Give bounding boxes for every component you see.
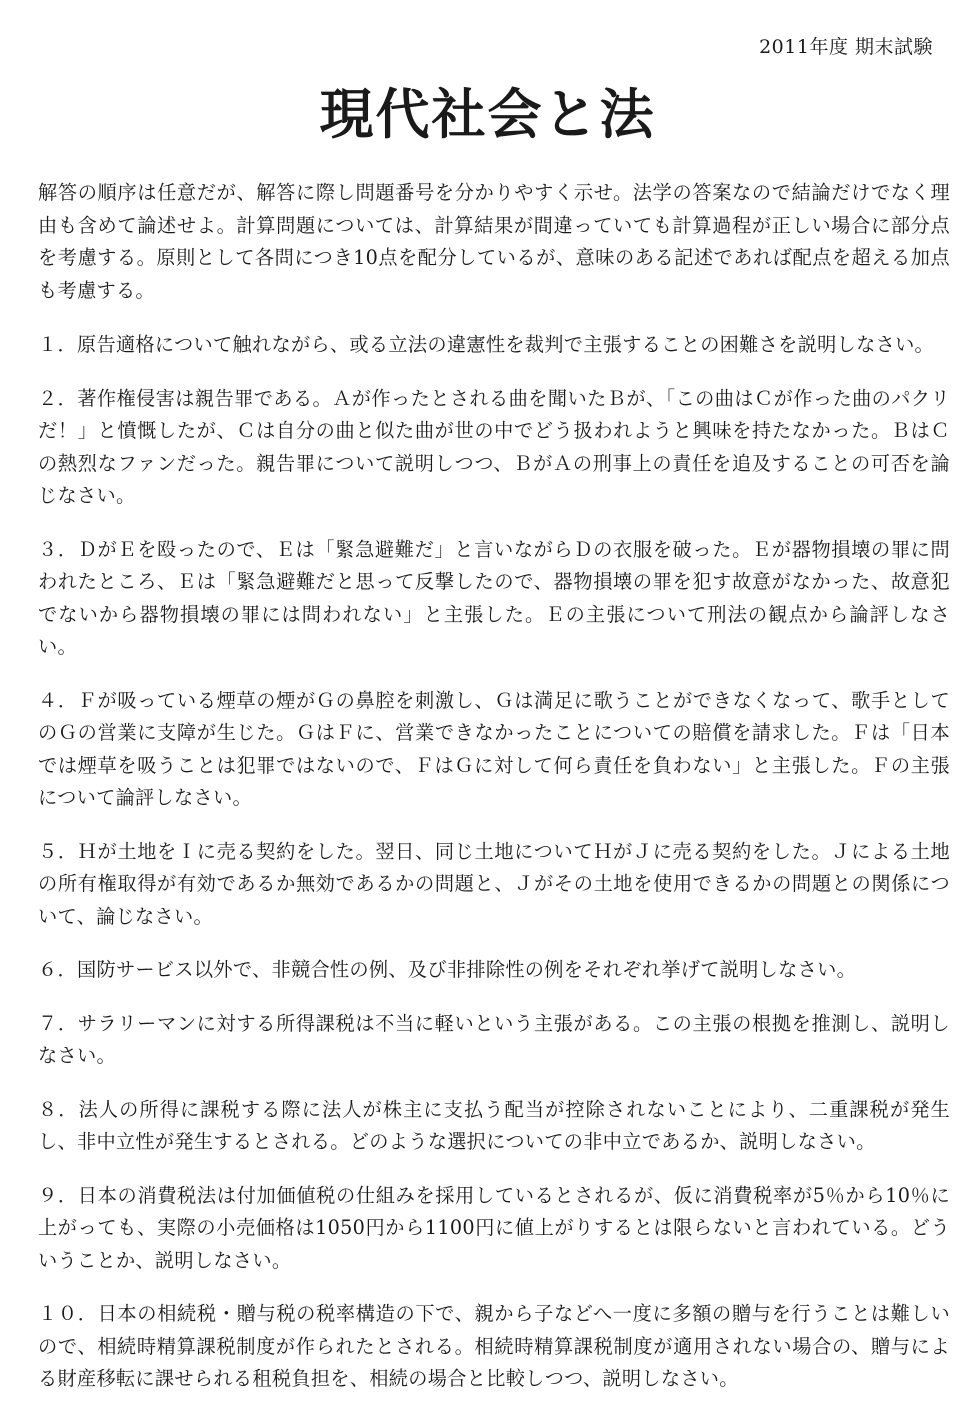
question-7: ７．サラリーマンに対する所得課税は不当に軽いという主張がある。この主張の根拠を推測し、説明しなさい。 bbox=[38, 1011, 950, 1067]
question-4: ４．Ｆが吸っている煙草の煙がＧの鼻腔を刺激し、Ｇは満足に歌うことができなくなって、歌手としてのＧの営業に支障が生じた。ＧはＦに、営業できなかったことについての賠償を請求した。Ｆは「日本では煙草を吸うことは犯罪ではないので、ＦはＧに対して何ら責任を負わない」と主張した。Ｆの主張について論評しなさい。 bbox=[38, 688, 950, 809]
question-3: ３．ＤがＥを殴ったので、Ｅは「緊急避難だ」と言いながらＤの衣服を破った。Ｅが器物損壊の罪に問われたところ、Ｅは「緊急避難だと思って反撃したので、器物損壊の罪を犯す故意がなかった、故意犯でないから器物損壊の罪には問われない」と主張した。Ｅの主張について刑法の観点から論評しなさい。 bbox=[38, 537, 950, 658]
question-9: ９．日本の消費税法は付加価値税の仕組みを採用しているとされるが、仮に消費税率が5％から10％に上がっても、実際の小売価格は1050円から1100円に値上がりするとは限らないと言われている。どういうことか、説明しなさい。 bbox=[38, 1183, 950, 1272]
question-10: １０．日本の相続税・贈与税の税率構造の下で、親から子などへ一度に多額の贈与を行うことは難しいので、相続時精算課税制度が作られたとされる。相続時精算課税制度が適用されない場合の、贈与による財産移転に課せられる租税負担を、相続の場合と比較しつつ、説明しなさい。 bbox=[38, 1302, 950, 1390]
question-5: ５．Ｈが土地をＩに売る契約をした。翌日、同じ土地についてＨがＪに売る契約をした。Ｊによる土地の所有権取得が有効であるか無効であるかの問題と、Ｊがその土地を使用できるかの問題との関係について、論じなさい。 bbox=[38, 839, 950, 928]
question-8: ８．法人の所得に課税する際に法人が株主に支払う配当が控除されないことにより、二重課税が発生し、非中立性が発生するとされる。どのような選択についての非中立であるか、説明しなさい。 bbox=[38, 1097, 950, 1153]
page-title: 現代社会と法 bbox=[319, 82, 656, 146]
question-2: ２．著作権侵害は親告罪である。Ａが作ったとされる曲を聞いたＢが、「この曲はＣが作った曲のパクリだ！」と憤慨したが、Ｃは自分の曲と似た曲が世の中でどう扱われようと興味を持たなかった。ＢはＣの熱烈なファンだった。親告罪について説明しつつ、ＢがＡの刑事上の責任を追及することの可否を論じなさい。 bbox=[38, 386, 950, 507]
question-6: ６．国防サービス以外で、非競合性の例、及び非排除性の例をそれぞれ挙げて説明しなさい。 bbox=[38, 958, 857, 981]
instructions-paragraph: 解答の順序は任意だが、解答に際し問題番号を分かりやすく示せ。法学の答案なので結論だけでなく理由も含めて論述せよ。計算問題については、計算結果が間違っていても計算過程が正しい場合に部分点を考慮する。原則として各問につき10点を配分しているが、意味のある記述であれば配点を超える加点も考慮する。 bbox=[38, 181, 950, 302]
exam-year-label: 2011年度 期末試験 bbox=[759, 36, 933, 58]
question-1: １．原告適格について触れながら、或る立法の違憲性を裁判で主張することの困難さを説明しなさい。 bbox=[38, 333, 935, 356]
exam-content bbox=[38, 177, 950, 1417]
